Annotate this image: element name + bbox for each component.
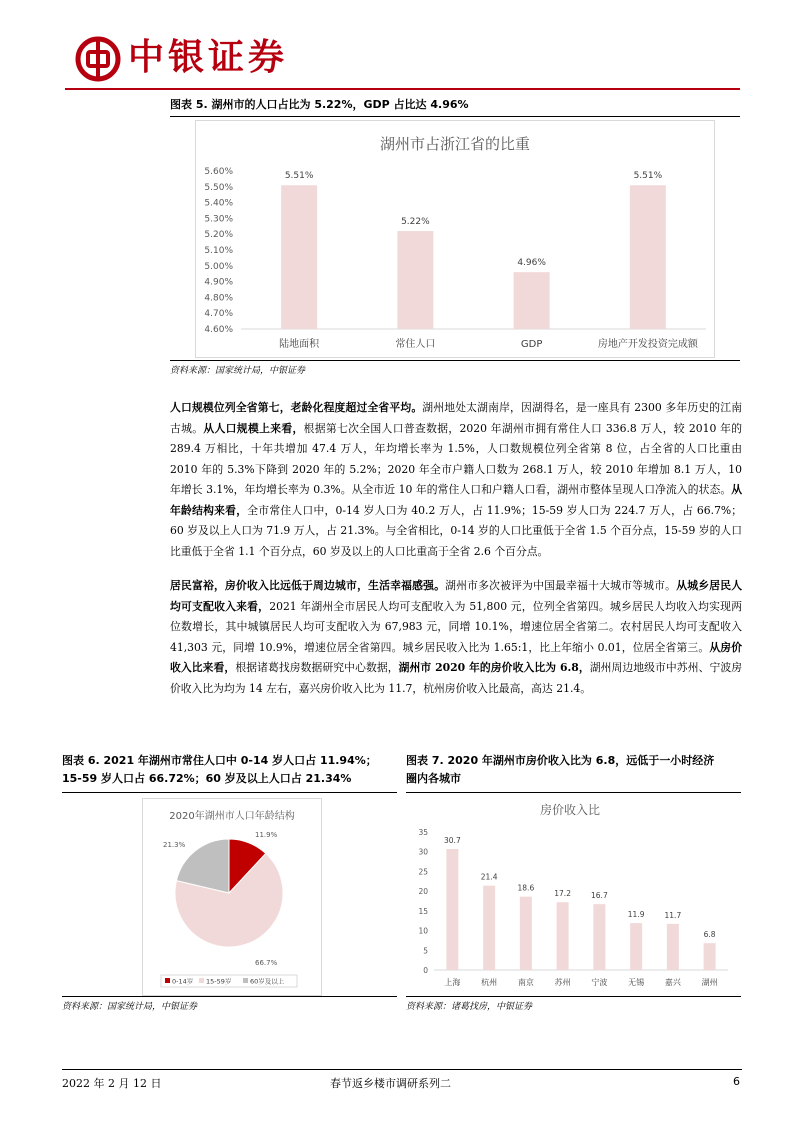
figure7-title-line2: 圈内各城市: [406, 772, 461, 785]
x-tick-label: 陆地面积: [279, 339, 320, 350]
price-income-ratio-bar-chart: [406, 796, 741, 994]
figure6-chart-frame: [142, 798, 322, 996]
y-tick-label: 20: [418, 887, 428, 897]
data-label: 30.7: [444, 835, 461, 845]
y-tick-label: 4.80%: [204, 293, 233, 304]
data-label: 11.9: [627, 910, 645, 920]
paragraph-bold-run: 从城乡居民人均可支配收入来看，: [170, 579, 743, 613]
y-tick-label: 0: [423, 966, 428, 975]
footer-rule: [62, 1069, 742, 1070]
bar: [281, 185, 317, 329]
data-label: 21.4: [480, 872, 498, 882]
brand-name: 中银证券: [128, 37, 289, 78]
bar: [520, 897, 532, 970]
slice-label: 66.7%: [255, 959, 278, 967]
header-rule: [65, 88, 740, 90]
data-label: 17.2: [554, 889, 571, 899]
paragraph-bold-run: 居民富裕，房价收入比远低于周边城市，生活幸福感强。: [170, 579, 446, 592]
figure7-title: [406, 752, 746, 788]
chart-title: 房价收入比: [539, 803, 601, 817]
legend-label: 60岁及以上: [250, 977, 285, 986]
legend-swatch: [199, 978, 204, 983]
legend-label: 0-14岁: [172, 977, 194, 986]
footer-page-number: 6: [733, 1075, 740, 1088]
x-tick-label: 常住人口: [395, 339, 436, 350]
figure5-bottom-rule: [170, 360, 740, 361]
y-tick-label: 5: [423, 946, 428, 956]
bar: [593, 904, 605, 970]
figure5-title: 图表 5. 湖州市的人口占比为 5.22%，GDP 占比达 4.96%: [170, 98, 469, 111]
y-tick-label: 5.40%: [204, 198, 233, 209]
chart-title: 湖州市占浙江省的比重: [379, 135, 531, 153]
y-tick-label: 5.10%: [204, 246, 233, 256]
figure6-title-line1: 图表 6. 2021 年湖州市常住人口中 0-14 岁人口占 11.94%；: [62, 754, 377, 767]
y-tick-label: 25: [418, 867, 428, 877]
footer-series: 春节返乡楼市调研系列二: [330, 1077, 451, 1090]
bar: [704, 943, 716, 970]
y-tick-label: 30: [418, 847, 428, 857]
paragraph-bold-run: 从房价收入比来看，: [170, 640, 743, 674]
paragraph-run: 根据第七次全国人口普查数据，2020 年湖州市拥有常住人口 336.8 万人，较 2010 年的 289.4 万相比，十年共增加 47.4 万人，年均增长率为 1.5%，人口数规模位列全省第 8 位，占全省的人口比重由 2010 年的 5.3%下降到 2020 年的 5.2%；2020 年全市户籍人口数为 268.1 万人，较 2010 年增加 8.1 万人，10 年增长 3.1%，年均增长率为 0.3%。从全市近 10 年的常住人口和户籍人口看，湖州市整体呈现人口净流入的状态。: [170, 421, 743, 496]
bar: [446, 849, 458, 970]
figure7-source: 资料来源：诸葛找房，中银证券: [406, 1002, 533, 1012]
y-tick-label: 35: [418, 828, 428, 837]
paragraph-bold-run: 从人口规模上来看，: [203, 421, 304, 435]
data-label: 11.7: [664, 910, 682, 920]
y-tick-label: 5.30%: [204, 214, 233, 225]
y-tick-label: 10: [418, 926, 428, 936]
data-label: 16.7: [591, 891, 608, 901]
figure7-bottom-rule: [406, 996, 741, 997]
y-tick-label: 5.50%: [204, 182, 233, 193]
paragraph-run: 湖州市多次被评为中国最幸福十大城市等城市。: [445, 579, 677, 592]
paragraph-run: 湖州周边地级市中苏州、宁波房价收入比为均为 14 左右，嘉兴房价收入比为 11.7，杭州房价收入比最高，高达 21.4。: [170, 661, 743, 695]
figure5-source: 资料来源：国家统计局，中银证券: [170, 366, 306, 376]
bar: [397, 231, 433, 329]
y-tick-label: 4.90%: [204, 277, 233, 288]
y-tick-label: 5.60%: [204, 167, 233, 177]
data-label: 5.22%: [401, 217, 430, 228]
paragraph-bold-run: 湖州市 2020 年的房价收入比为 6.8，: [398, 661, 590, 674]
legend-label: 15-59岁: [206, 977, 232, 986]
figure7-top-rule: [406, 792, 741, 793]
data-label: 5.51%: [284, 171, 314, 182]
paragraph-run: 根据诸葛找房数据研究中心数据，: [235, 661, 399, 674]
x-tick-label: 苏州: [554, 978, 571, 987]
bar: [630, 923, 642, 970]
x-tick-label: 上海: [444, 978, 461, 987]
bar: [667, 924, 679, 970]
paragraph-bold-run: 从年龄结构来看，: [170, 483, 742, 517]
x-tick-label: 湖州: [701, 978, 718, 987]
data-label: 4.96%: [517, 258, 546, 269]
paragraph-bold-run: 人口规模位列全省第七，老龄化程度超过全省平均。: [170, 401, 423, 414]
legend-swatch: [243, 978, 248, 983]
paragraph-run: 湖州地处太湖南岸，因湖得名，是一座具有 2300 多年历史的江南古城。: [170, 401, 743, 435]
paragraph-run: 全市常住人口中，0-14 岁人口为 40.2 万人，占 11.9%；15-59 岁人口为 224.7 万人，占 66.7%；60 岁及以上人口为 71.9 万人，占 21.3%。与全省相比，0-14 岁的人口比重低于全省 1.5 个百分点，15-59 岁的人口比重低于全省 1.1 个百分点，60 岁及以上的人口比重高于全省 2.6 个百分点。: [170, 503, 742, 558]
x-tick-label: GDP: [520, 339, 543, 350]
x-tick-label: 宁波: [591, 978, 608, 987]
brand-logo: [75, 36, 121, 82]
data-label: 6.8: [703, 930, 716, 940]
age-structure-pie-chart: [143, 799, 321, 995]
paragraph-income: [170, 576, 742, 699]
x-tick-label: 南京: [517, 978, 534, 987]
footer-date: 2022 年 2 月 12 日: [62, 1077, 162, 1090]
bar: [483, 886, 495, 970]
x-tick-label: 杭州: [481, 978, 498, 987]
data-label: 18.6: [517, 883, 535, 893]
y-tick-label: 15: [418, 906, 428, 916]
y-tick-label: 4.70%: [204, 309, 233, 320]
figure6-bottom-rule: [62, 996, 397, 997]
y-tick-label: 4.60%: [204, 325, 233, 335]
figure6-title: [62, 752, 397, 788]
chart-title: 2020年湖州市人口年龄结构: [169, 811, 295, 822]
paragraph-population: [170, 398, 742, 562]
x-tick-label: 嘉兴: [664, 978, 681, 987]
region-share-bar-chart: [196, 121, 714, 357]
bar: [557, 902, 569, 970]
x-tick-label: 无锡: [628, 978, 645, 987]
slice-label: 21.3%: [163, 841, 186, 849]
figure6-title-line2: 15-59 岁人口占 66.72%；60 岁及以上人口占 21.34%: [62, 772, 352, 785]
figure6-source: 资料来源：国家统计局，中银证券: [62, 1002, 198, 1012]
figure6-top-rule: [62, 792, 397, 793]
legend-swatch: [165, 978, 170, 983]
bank-of-china-logo-icon: [75, 36, 121, 82]
bar: [630, 185, 666, 329]
figure7-title-line1: 图表 7. 2020 年湖州市房价收入比为 6.8，远低于一小时经济: [406, 754, 715, 767]
figure5-chart-frame: [195, 120, 715, 358]
paragraph-run: 2021 年湖州全市居民人均可支配收入为 51,800 元，位列全省第四。城乡居民人均收入均实现两位数增长，其中城镇居民人均可支配收入为 67,983 元，同增 10.1%，增速位居全省第二。农村居民人均可支配收入 41,303 元，同增 10.9%，增速位居全省第四。城乡居民收入比为 1.65:1，比上年缩小 0.01，位居全省第三。: [170, 599, 742, 654]
figure7-chart-area: [406, 796, 741, 994]
y-tick-label: 5.00%: [204, 261, 233, 272]
data-label: 5.51%: [633, 171, 663, 182]
figure5-top-rule: [170, 116, 740, 117]
y-tick-label: 5.20%: [204, 230, 233, 241]
slice-label: 11.9%: [255, 831, 278, 839]
x-tick-label: 房地产开发投资完成额: [597, 339, 698, 350]
bar: [514, 272, 550, 329]
